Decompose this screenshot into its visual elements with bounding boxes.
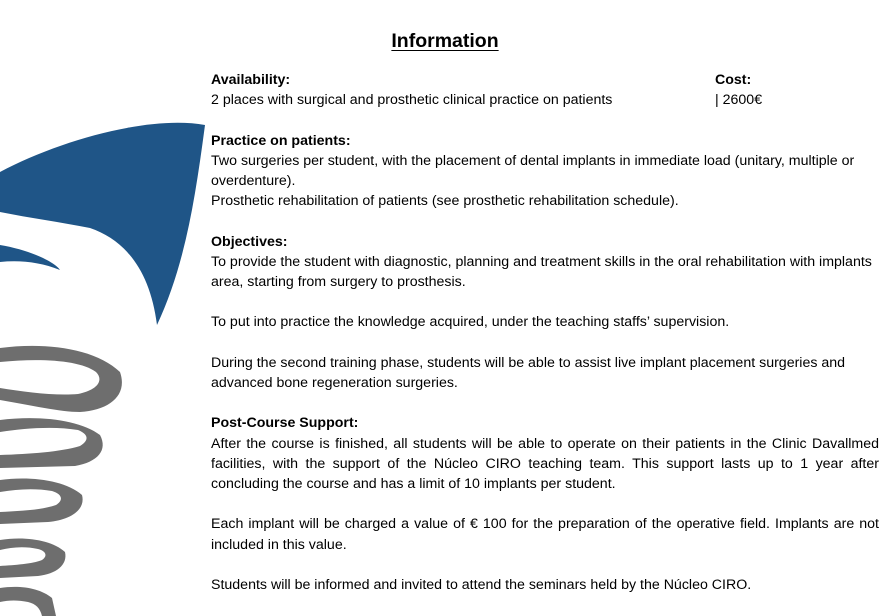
availability-cost-values [211, 90, 879, 110]
support-paragraph-2: Each implant will be charged a value of € 100 for the preparation of the operative field. Implants are not included in this value. [211, 516, 879, 553]
objectives-heading: Objectives: [211, 233, 288, 250]
logo-gray-letter-3 [0, 479, 83, 524]
availability-heading: Availability: [211, 72, 291, 88]
information-content [211, 70, 879, 595]
support-heading: Post-Course Support: [211, 415, 359, 432]
support-paragraph-3: Students will be informed and invited to attend the seminars held by the Núcleo CIRO. [211, 576, 752, 593]
practice-heading: Practice on patients: [211, 132, 351, 149]
page-title: Information [391, 30, 499, 52]
practice-line-1: Two surgeries per student, with the placement of dental implants in immediate load (unitary, multiple or overdenture). [211, 152, 855, 189]
cost-text: | 2600€ [715, 92, 763, 109]
availability-cost-headings [211, 70, 879, 90]
objectives-paragraph-3: During the second training phase, students will be able to assist live implant placement surgeries and advanced bone regeneration surgeries. [211, 354, 846, 391]
logo-gray-letter-4 [0, 539, 65, 579]
logo-gray-letter-1 [0, 346, 122, 412]
logo-gray-letter-2 [0, 418, 103, 468]
logo-blue-swoosh-inner [0, 245, 60, 270]
logo-blue-swoosh [0, 123, 205, 325]
availability-text: 2 places with surgical and prosthetic clinical practice on patients [211, 92, 613, 109]
practice-line-2: Prosthetic rehabilitation of patients (see prosthetic rehabilitation schedule). [211, 193, 679, 210]
cost-heading: Cost: [715, 72, 752, 88]
logo-watermark [0, 0, 230, 616]
objectives-paragraph-1: To provide the student with diagnostic, planning and treatment skills in the oral rehabilitation with implants area, starting from surgery to prosthesis. [211, 253, 872, 290]
objectives-paragraph-2: To put into practice the knowledge acquired, under the teaching staffs’ supervision. [211, 314, 730, 331]
logo-gray-letter-5 [0, 587, 56, 616]
support-paragraph-1: After the course is finished, all students will be able to operate on their patients in the Clinic Davallmed facilities, with the support of the Núcleo CIRO teaching team. This support lasts up to 1 year after concluding the course and has a limit of 10 implants per student. [211, 435, 879, 492]
